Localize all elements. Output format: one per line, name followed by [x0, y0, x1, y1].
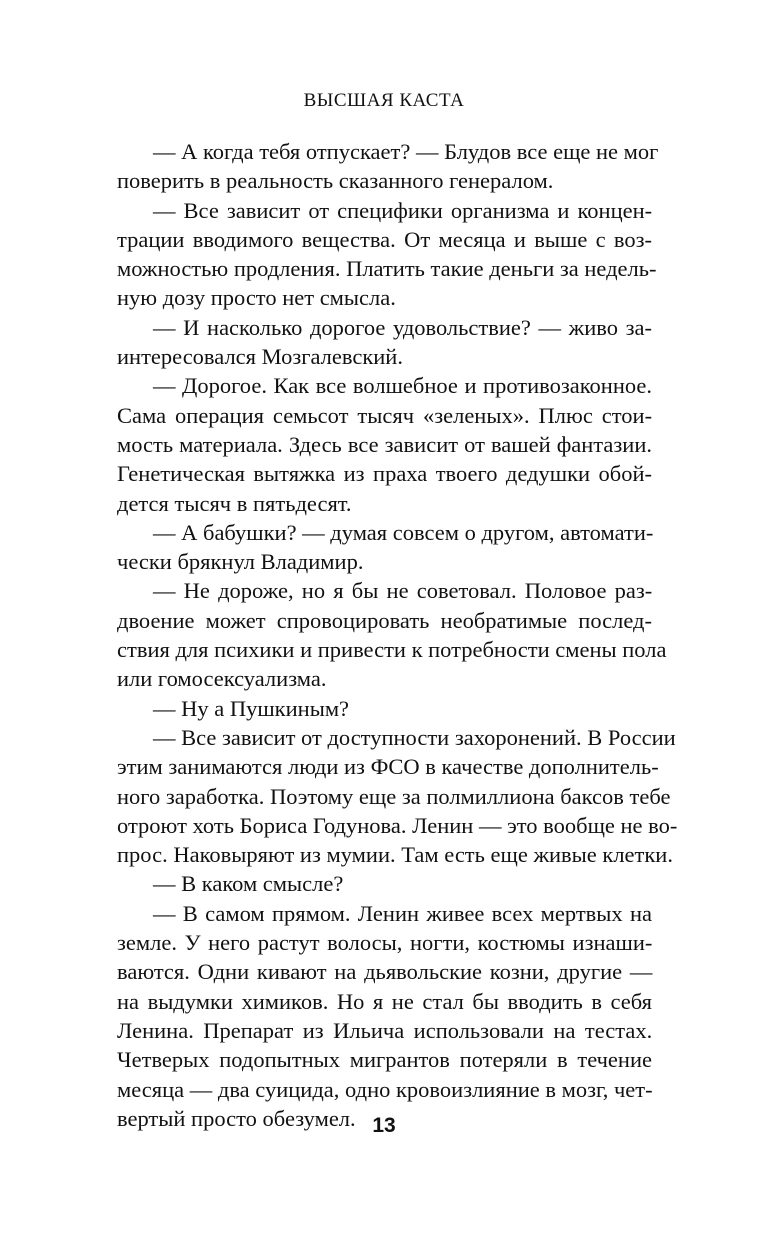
text-line: — В самом прямом. Ленин живее всех мертвых на — [153, 900, 652, 926]
text-line: ную дозу просто нет смысла. — [117, 285, 396, 311]
text-line: интересовался Мозгалевский. — [117, 344, 403, 370]
paragraph — [117, 518, 652, 577]
text-line: — Дорогое. Как все волшебное и противозаконное. — [153, 373, 652, 399]
text-line: мость материала. Здесь все зависит от вашей фантазии. — [117, 431, 652, 457]
text-line: вертый просто обезумел. — [117, 1105, 356, 1131]
text-line: можностью продления. Платить такие деньги за недель- — [117, 256, 657, 282]
paragraph — [117, 137, 659, 196]
text-line: Четверых подопытных мигрантов потеряли в течение — [117, 1047, 652, 1073]
text-line: — И насколько дорогое удовольствие? — живо за- — [153, 314, 652, 340]
text-line: трации вводимого вещества. От месяца и выше с воз- — [117, 226, 652, 252]
running-head: ВЫСШАЯ КАСТА — [303, 90, 465, 111]
text-line: — Ну а Пушкиным? — [153, 695, 350, 721]
text-line: Сама операция семьсот тысяч «зеленых». Плюс стои- — [117, 402, 653, 428]
text-line: двоение может спровоцировать необратимые послед- — [117, 607, 652, 633]
text-line: ного заработка. Поэтому еще за полмиллиона баксов тебе — [117, 783, 671, 809]
text-line: отроют хоть Бориса Годунова. Ленин — это вообще не во- — [117, 812, 678, 838]
text-line: поверить в реальность сказанного генералом. — [117, 168, 554, 194]
text-line: Генетическая вытяжка из праха твоего дедушки обой- — [117, 461, 652, 487]
text-line: ваются. Одни кивают на дьявольские козни, другие — — [117, 959, 653, 985]
text-line: — В каком смысле? — [153, 871, 344, 897]
text-line: ствия для психики и привести к потребности смены пола — [117, 637, 667, 663]
body-text — [117, 137, 678, 1133]
text-line: — А бабушки? — думая совсем о другом, автомати- — [153, 519, 654, 545]
paragraph — [117, 723, 678, 869]
text-line: — А когда тебя отпускает? — Блудов все еще не мог — [153, 139, 659, 164]
text-line: этим занимаются люди из ФСО в качестве дополнитель- — [117, 754, 659, 780]
paragraph — [117, 694, 652, 723]
text-line: чески брякнул Владимир. — [117, 549, 364, 575]
paragraph — [117, 196, 657, 313]
text-line: прос. Наковыряют из мумии. Там есть еще живые клетки. — [117, 842, 673, 868]
text-line: дется тысяч в пятьдесят. — [117, 490, 352, 516]
text-line: — Не дороже, но я бы не советовал. Половое раз- — [153, 578, 653, 604]
paragraph — [117, 371, 652, 517]
text-line: на выдумки химиков. Но я не стал бы вводить в себя — [117, 988, 652, 1014]
text-line: земле. У него растут волосы, ногти, костюмы изнаши- — [117, 930, 653, 956]
paragraph — [117, 899, 652, 1133]
text-line: Ленина. Препарат из Ильича использовали на тестах. — [117, 1017, 653, 1043]
page-number: 13 — [372, 1114, 396, 1137]
text-line: или гомосексуализма. — [117, 666, 327, 692]
paragraph — [117, 313, 652, 372]
paragraph — [117, 869, 652, 898]
text-line: — Все зависит от доступности захоронений. В России — [153, 724, 676, 750]
text-line: месяца — два суицида, одно кровоизлияние в мозг, чет- — [117, 1076, 653, 1102]
paragraph — [117, 576, 667, 693]
text-line: — Все зависит от специфики организма и концен- — [153, 197, 653, 223]
